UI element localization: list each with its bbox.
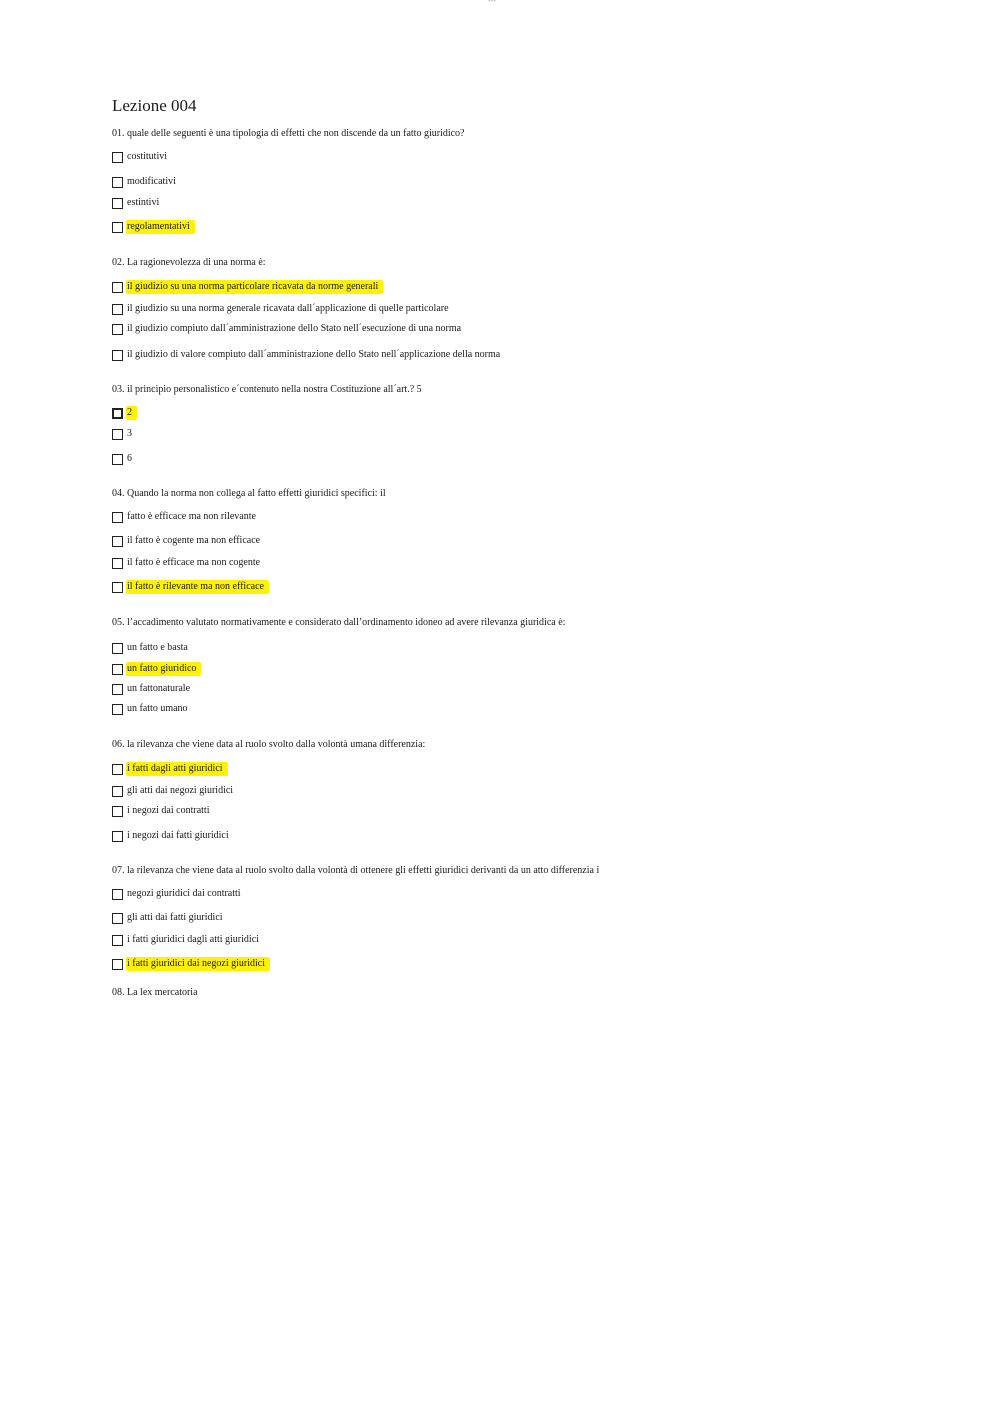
option-label: il fatto è rilevante ma non efficace (126, 580, 269, 594)
option-label: i fatti dagli atti giuridici (126, 762, 228, 776)
checkbox[interactable] (112, 786, 123, 797)
option-label: negozi giuridici dai contratti (127, 888, 241, 899)
question-2-option-4[interactable] (112, 348, 505, 362)
option-label: i fatti giuridici dagli atti giuridici (127, 934, 259, 945)
option-label: un fatto umano (127, 703, 188, 714)
checkbox[interactable] (112, 959, 123, 970)
page-title: Lezione 004 (112, 96, 197, 115)
checkbox[interactable] (112, 177, 123, 188)
checkbox[interactable] (112, 350, 123, 361)
question-5-option-1[interactable] (112, 641, 193, 655)
question-5-option-4[interactable] (112, 702, 193, 716)
question-7-option-3[interactable] (112, 933, 264, 947)
question-1-option-3[interactable] (112, 196, 164, 210)
question-7-option-4[interactable] (112, 957, 270, 971)
question-6-option-1[interactable] (112, 762, 228, 776)
option-label: 3 (127, 428, 132, 439)
question-1-option-1[interactable] (112, 150, 172, 164)
option-label: un fatto giuridico (126, 662, 201, 676)
question-8: 08. La lex mercatoria (112, 987, 198, 998)
question-6: 06. la rilevanza che viene data al ruolo svolto dalla volontà umana differenzia: (112, 739, 426, 750)
question-3-option-1[interactable] (112, 406, 137, 420)
question-2-option-3[interactable] (112, 322, 466, 336)
question-2: 02. La ragionevolezza di una norma è: (112, 257, 266, 268)
option-label: il giudizio su una norma particolare ricavata da norme generali (126, 280, 383, 294)
question-5-option-3[interactable] (112, 682, 195, 696)
checkbox[interactable] (112, 913, 123, 924)
question-3-option-2[interactable] (112, 427, 137, 441)
question-7-option-1[interactable] (112, 887, 246, 901)
checkbox[interactable] (112, 643, 123, 654)
question-1: 01. quale delle seguenti è una tipologia di effetti che non discende da un fatto giuridico? (112, 128, 465, 139)
question-6-option-3[interactable] (112, 804, 214, 818)
question-7: 07. la rilevanza che viene data al ruolo svolto dalla volontà di ottenere gli effetti giuridici derivanti da un atto differenzia i (112, 865, 600, 876)
question-5: 05. l’accadimento valutato normativamente e considerato dall’ordinamento idoneo ad avere rilevanza giuridica è: (112, 617, 566, 628)
question-3-option-3[interactable] (112, 452, 137, 466)
option-label: modificativi (127, 176, 176, 187)
option-label: il giudizio di valore compiuto dall´amministrazione dello Stato nell´applicazione della norma (127, 349, 501, 360)
checkbox[interactable] (112, 558, 123, 569)
question-1-option-2[interactable] (112, 175, 181, 189)
option-label: il giudizio su una norma generale ricavata dall´applicazione di quelle particolare (127, 303, 449, 314)
checkbox[interactable] (112, 704, 123, 715)
checkbox[interactable] (112, 282, 123, 293)
checkbox[interactable] (112, 304, 123, 315)
option-label: costitutivi (127, 151, 167, 162)
checkbox[interactable] (112, 764, 123, 775)
question-2-option-1[interactable] (112, 280, 383, 294)
checkbox[interactable] (112, 408, 123, 419)
question-4-option-3[interactable] (112, 556, 265, 570)
option-label: il giudizio compiuto dall´amministrazione dello Stato nell´esecuzione di una norma (127, 323, 462, 334)
checkbox[interactable] (112, 429, 123, 440)
checkbox[interactable] (112, 582, 123, 593)
checkbox[interactable] (112, 198, 123, 209)
checkbox[interactable] (112, 889, 123, 900)
option-label: regolamentativi (126, 220, 195, 234)
question-6-option-4[interactable] (112, 829, 234, 843)
question-4-option-2[interactable] (112, 534, 265, 548)
question-4-option-1[interactable] (112, 510, 261, 524)
option-label: 6 (127, 453, 132, 464)
option-label: i negozi dai fatti giuridici (127, 830, 229, 841)
header-mark: --- (488, 0, 496, 5)
checkbox[interactable] (112, 664, 123, 675)
option-label: estintivi (127, 197, 160, 208)
option-label: gli atti dai fatti giuridici (127, 912, 223, 923)
question-1-option-4[interactable] (112, 220, 195, 234)
checkbox[interactable] (112, 454, 123, 465)
checkbox[interactable] (112, 831, 123, 842)
question-7-option-2[interactable] (112, 911, 228, 925)
option-label: 2 (126, 406, 137, 420)
checkbox[interactable] (112, 684, 123, 695)
option-label: fatto è efficace ma non rilevante (127, 511, 256, 522)
option-label: gli atti dai negozi giuridici (127, 785, 234, 796)
question-4-option-4[interactable] (112, 580, 269, 594)
option-label: il fatto è cogente ma non efficace (127, 535, 261, 546)
question-2-option-2[interactable] (112, 302, 454, 316)
checkbox[interactable] (112, 935, 123, 946)
option-label: i negozi dai contratti (127, 805, 210, 816)
checkbox[interactable] (112, 152, 123, 163)
question-6-option-2[interactable] (112, 784, 238, 798)
checkbox[interactable] (112, 806, 123, 817)
checkbox[interactable] (112, 512, 123, 523)
checkbox[interactable] (112, 222, 123, 233)
question-3: 03. il principio personalistico e´contenuto nella nostra Costituzione all´art.? 5 (112, 384, 422, 395)
question-4: 04. Quando la norma non collega al fatto effetti giuridici specifici: il (112, 488, 386, 499)
option-label: il fatto è efficace ma non cogente (127, 557, 261, 568)
option-label: un fatto e basta (127, 642, 188, 653)
checkbox[interactable] (112, 324, 123, 335)
option-label: un fattonaturale (127, 683, 191, 694)
question-5-option-2[interactable] (112, 662, 201, 676)
option-label: i fatti giuridici dai negozi giuridici (126, 957, 270, 971)
checkbox[interactable] (112, 536, 123, 547)
